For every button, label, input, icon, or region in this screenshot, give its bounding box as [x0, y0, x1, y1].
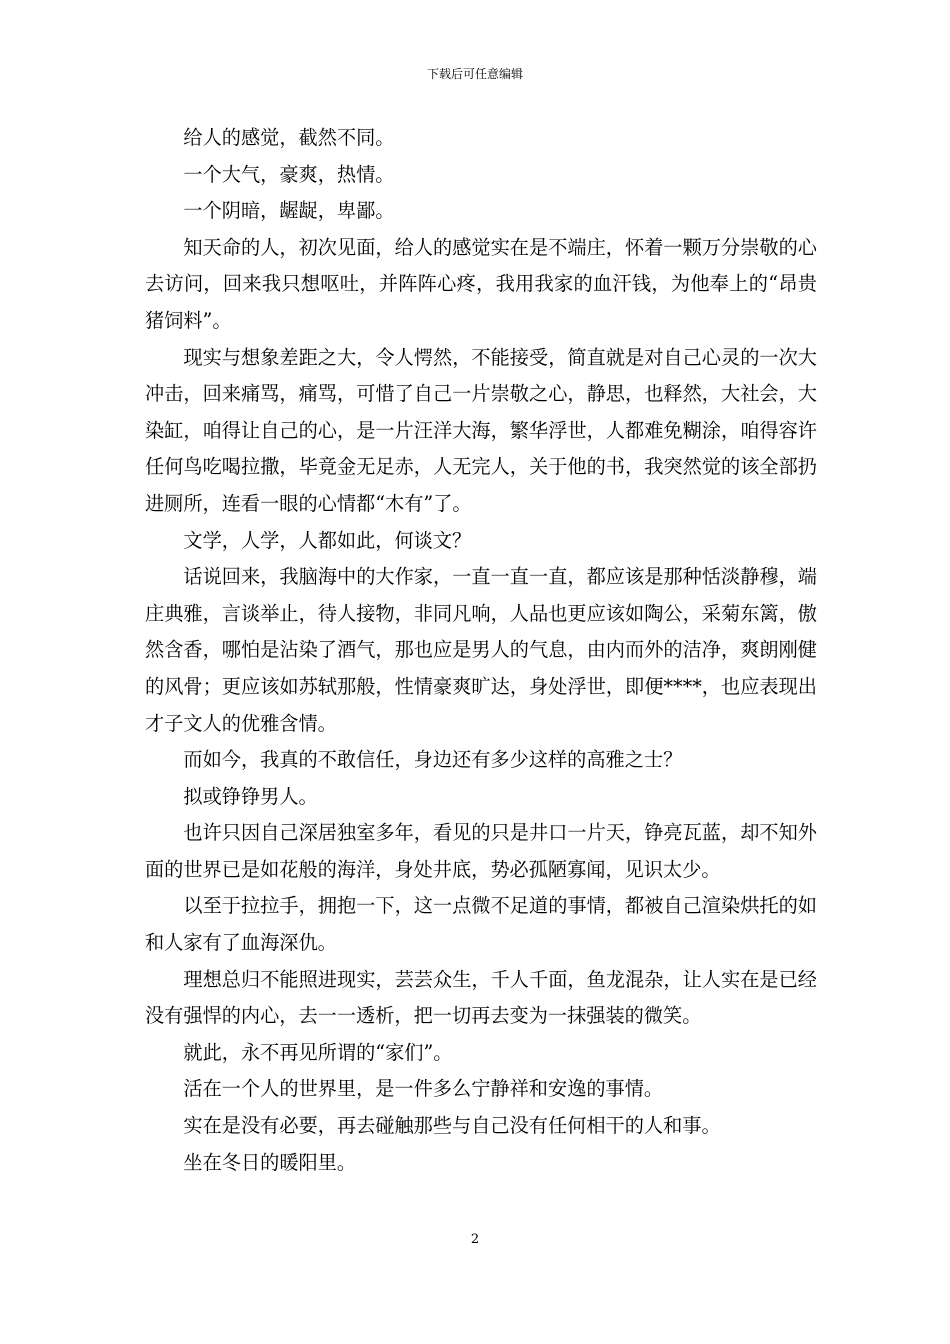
paragraph: 以至于拉拉手，拥抱一下，这一点微不足道的事情，都被自己渲染烘托的如和人家有了血海深仇。: [145, 894, 817, 955]
paragraph: 理想总归不能照进现实，芸芸众生，千人千面，鱼龙混杂，让人实在是已经没有强悍的内心，去一一透析，把一切再去变为一抹强装的微笑。: [145, 967, 817, 1028]
paragraph: 就此，永不再见所谓的“家们”。: [183, 1040, 453, 1064]
paragraph: 一个阴暗，龌龊，卑鄙。: [183, 199, 395, 223]
paragraph: 也许只因自己深居独室多年，看见的只是井口一片天，铮亮瓦蓝，却不知外面的世界已是如花般的海洋，身处井底，势必孤陋寡闻，见识太少。: [145, 821, 817, 881]
document-body: [145, 120, 817, 1181]
page-header: 下载后可任意编辑: [426, 67, 523, 81]
page-number: 2: [470, 1232, 480, 1247]
paragraph: 话说回来，我脑海中的大作家，一直一直一直，都应该是那种恬淡静穆，端庄典雅，言谈举止，待人接物，非同凡响，人品也更应该如陶公，采菊东篱，傲然含香，哪怕是沾染了酒气，那也应是男人的气息，由内而外的洁净，爽朗刚健的风骨；更应该如苏轼那般，性情豪爽旷达，身处浮世，即便****，也应表现出才子文人的优雅含情。: [145, 565, 817, 735]
paragraph: 实在是没有必要，再去碰触那些与自己没有任何相干的人和事。: [183, 1114, 721, 1138]
paragraph: 活在一个人的世界里，是一件多么宁静祥和安逸的事情。: [183, 1077, 664, 1101]
paragraph: 知天命的人，初次见面，给人的感觉实在是不端庄，怀着一颗万分崇敬的心去访问，回来我只想呕吐，并阵阵心疼，我用我家的血汗钱，为他奉上的“昂贵猪饲料”。: [145, 235, 817, 332]
paragraph: 一个大气，豪爽，热情。: [183, 162, 395, 186]
paragraph: 现实与想象差距之大，令人愕然，不能接受，简直就是对自己心灵的一次大冲击，回来痛骂，痛骂，可惜了自己一片崇敬之心，静思，也释然，大社会，大染缸，咱得让自己的心，是一片汪洋大海，繁华浮世，人都难免糊涂，咱得容许任何鸟吃喝拉撒，毕竟金无足赤，人无完人，关于他的书，我突然觉的该全部扔进厕所，连看一眼的心情都“木有”了。: [145, 345, 817, 515]
paragraph: 拟或铮铮男人。: [183, 784, 318, 808]
paragraph: 而如今，我真的不敢信任，身边还有多少这样的高雅之士？: [183, 748, 683, 772]
paragraph: 给人的感觉，截然不同。: [183, 126, 395, 149]
paragraph: 文学，人学，人都如此，何谈文？: [183, 528, 472, 552]
paragraph: 坐在冬日的暖阳里。: [183, 1150, 357, 1174]
